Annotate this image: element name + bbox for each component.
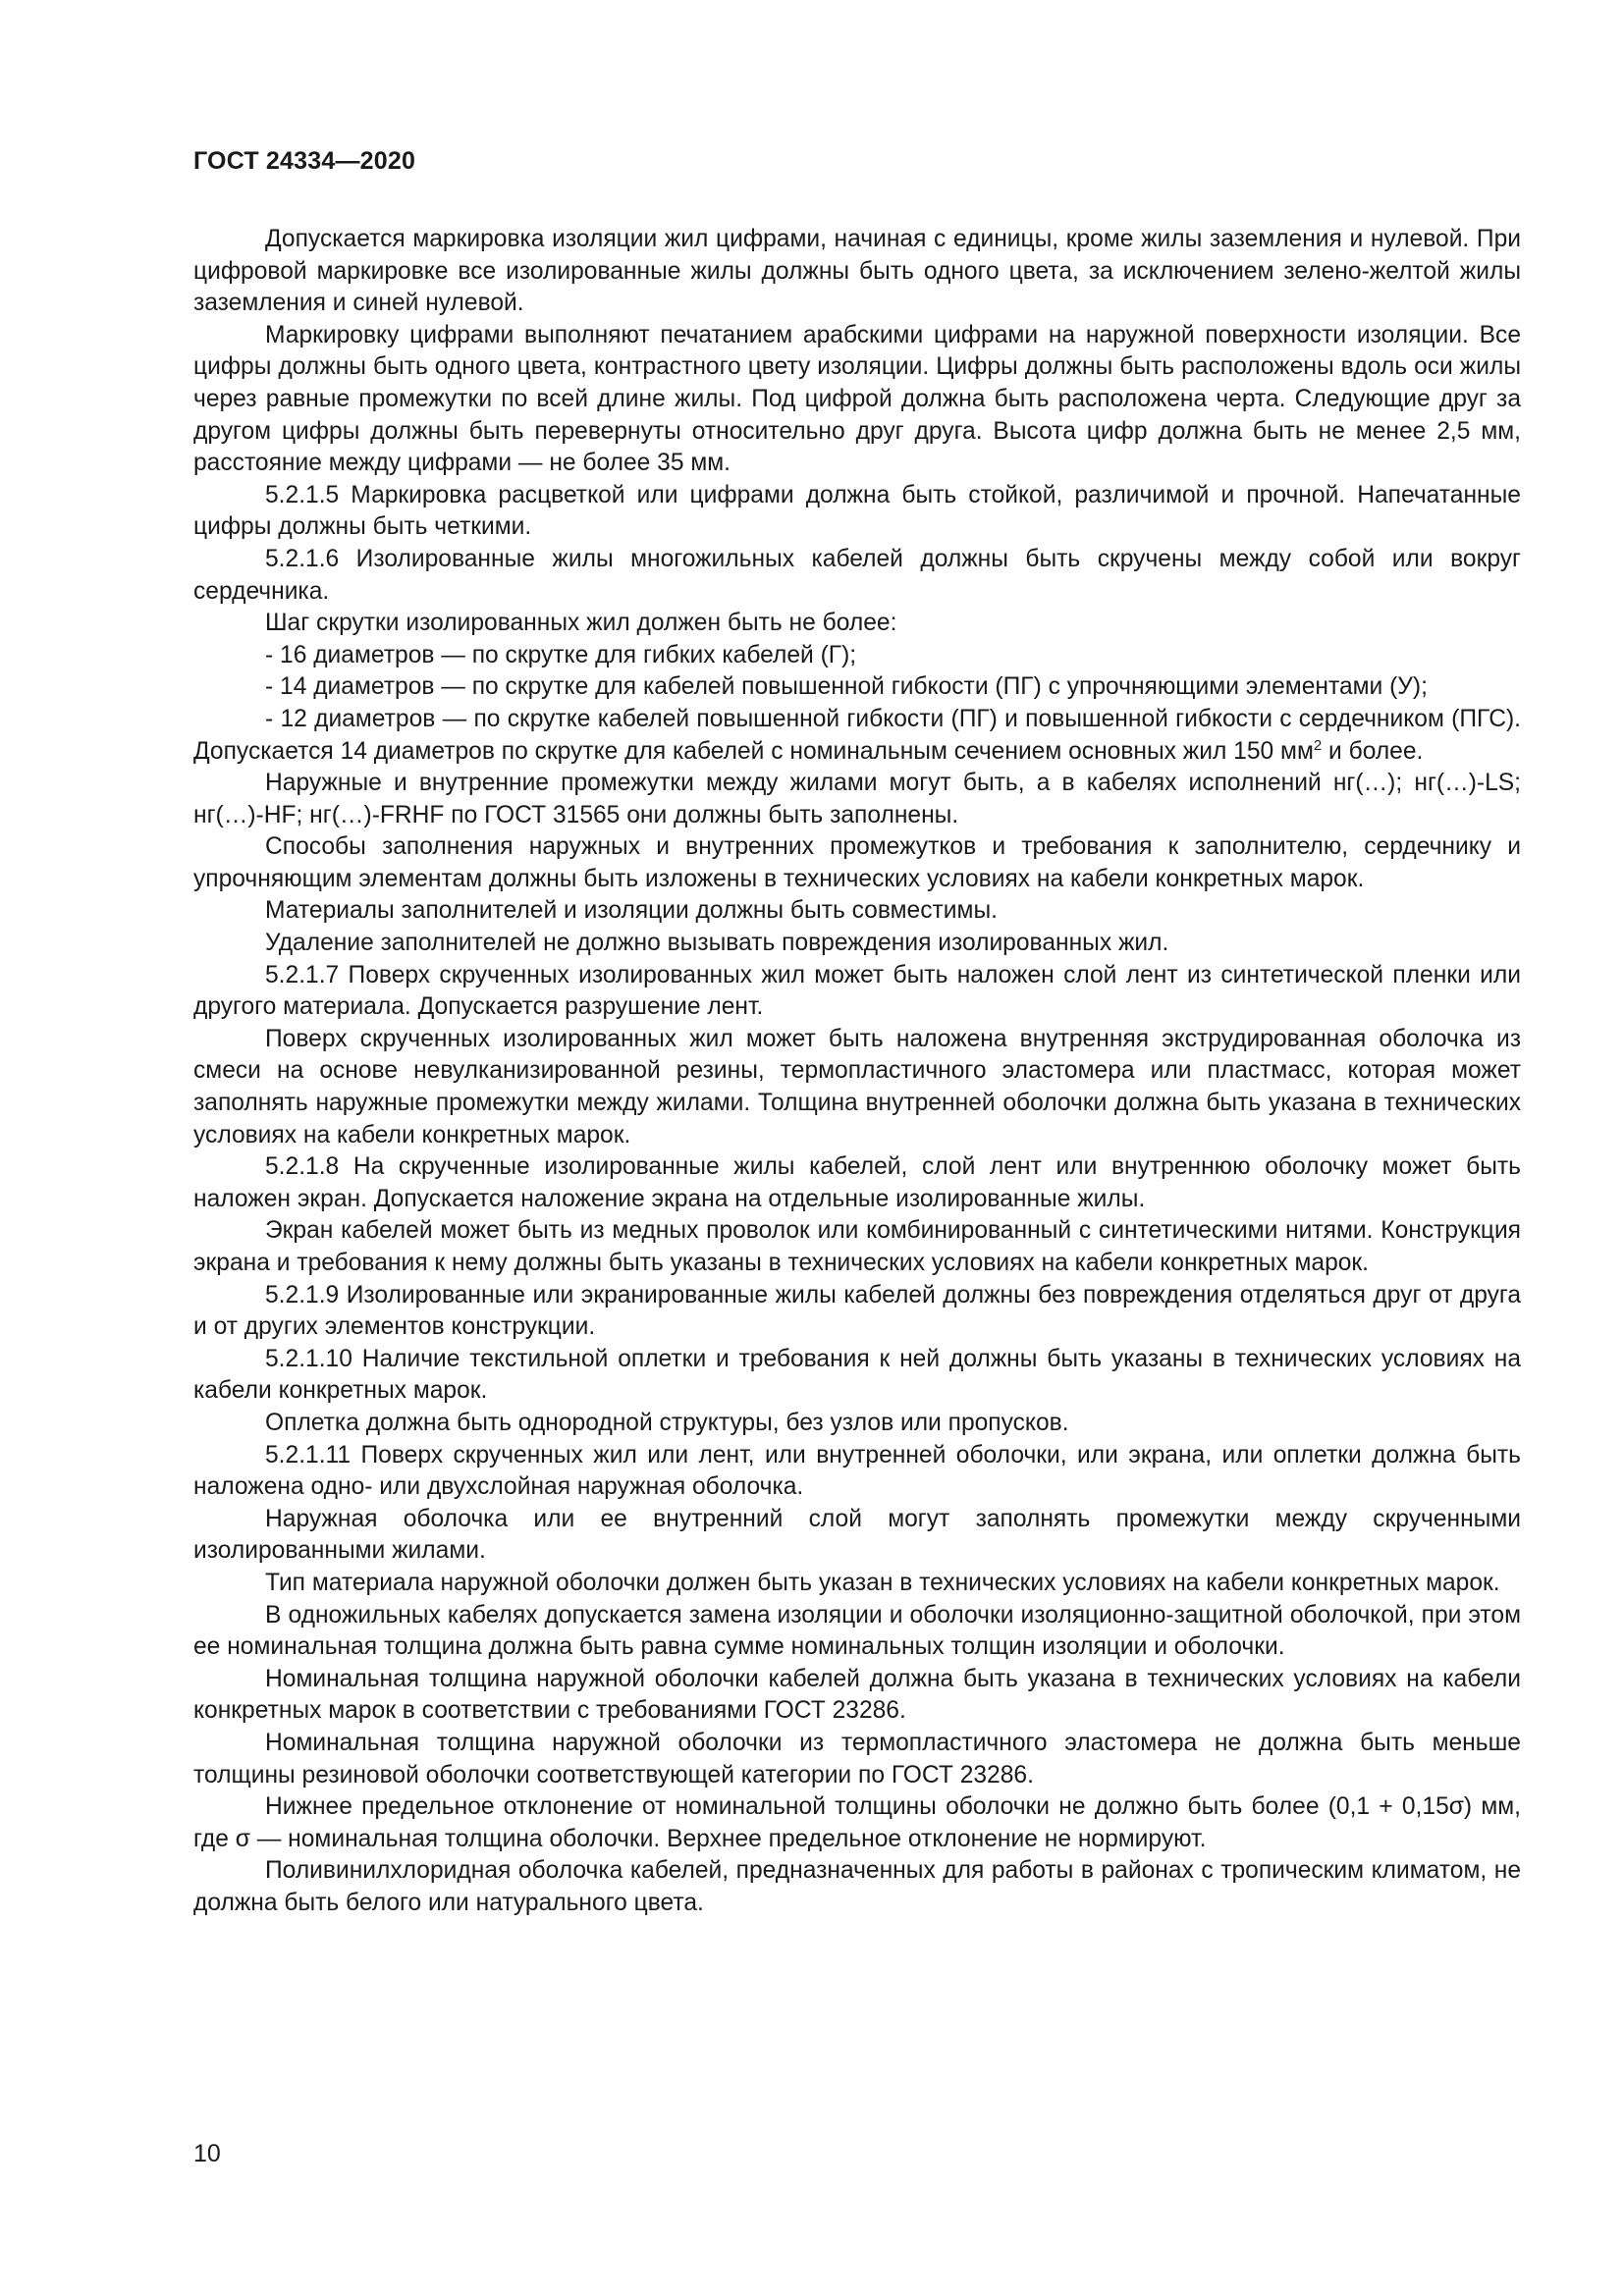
paragraph: Номинальная толщина наружной оболочки кабелей должна быть указана в технических условиях на кабели конкретных марок в соответствии с требованиями ГОСТ 23286.: [193, 1665, 1521, 1725]
paragraph-text: - 12 диаметров — по скрутке кабелей повышенной гибкости (ПГ) и повышенной гибкости с сердечником (ПГС). Допускается 14 диаметров по скрутке для кабелей с номинальным сечением основных жил 150 мм: [193, 705, 1521, 765]
paragraph: Шаг скрутки изолированных жил должен быть не более:: [265, 610, 897, 637]
paragraph: 5.2.1.11 Поверх скрученных жил или лент, или внутренней оболочки, или экрана, или оплетки должна быть наложена одно- или двухслойная наружная оболочка.: [193, 1441, 1521, 1501]
paragraph: [193, 704, 1521, 768]
paragraph: Нижнее предельное отклонение от номинальной толщины оболочки не должно быть более (0,1 + 0,15σ) мм, где σ — номинальная толщина оболочки. Верхнее предельное отклонение не нормируют.: [193, 1793, 1521, 1852]
paragraph: Способы заполнения наружных и внутренних промежутков и требования к заполнителю, сердечнику и упрочняющим элементам должны быть изложены в технических условиях на кабели конкретных марок.: [193, 833, 1521, 892]
paragraph: 5.2.1.9 Изолированные или экранированные жилы кабелей должны без повреждения отделяться друг от друга и от других элементов конструкции.: [193, 1281, 1521, 1341]
page-number: 10: [193, 2140, 221, 2167]
paragraph-suffix: и более.: [1322, 737, 1424, 765]
paragraph: Поливинилхлоридная оболочка кабелей, предназначенных для работы в районах с тропическим климатом, не должна быть белого или натурального цвета.: [193, 1857, 1521, 1916]
paragraph: Допускается маркировка изоляции жил цифрами, начиная с единицы, кроме жилы заземления и нулевой. При цифровой маркировке все изолированные жилы должны быть одного цвета, за исключением зелено-желтой жилы заземления и синей нулевой.: [193, 226, 1521, 317]
paragraph: Материалы заполнителей и изоляции должны быть совместимы.: [265, 897, 998, 925]
paragraph: Номинальная толщина наружной оболочки из термопластичного эластомера не должна быть меньше толщины резиновой оболочки соответствующей категории по ГОСТ 23286.: [193, 1729, 1521, 1789]
paragraph: Маркировку цифрами выполняют печатанием арабскими цифрами на наружной поверхности изоляции. Все цифры должны быть одного цвета, контрастного цвету изоляции. Цифры должны быть расположены вдоль оси жилы через равные промежутки по всей длине жилы. Под цифрой должна быть расположена черта. Следующие друг за другом цифры должны быть перевернуты относительно друг друга. Высота цифр должна быть не менее 2,5 мм, расстояние между цифрами — не более 35 мм.: [193, 321, 1521, 477]
paragraph: 5.2.1.5 Маркировка расцветкой или цифрами должна быть стойкой, различимой и прочной. Напечатанные цифры должны быть четкими.: [193, 481, 1521, 541]
paragraph: 5.2.1.10 Наличие текстильной оплетки и требования к ней должны быть указаны в технических условиях на кабели конкретных марок.: [193, 1345, 1521, 1405]
paragraph: 5.2.1.6 Изолированные жилы многожильных кабелей должны быть скручены между собой или вокруг сердечника.: [193, 545, 1521, 605]
paragraph: Экран кабелей может быть из медных проволок или комбинированный с синтетическими нитями. Конструкция экрана и требования к нему должны быть указаны в технических условиях на кабели конкретных марок.: [193, 1217, 1521, 1276]
paragraph: Тип материала наружной оболочки должен быть указан в технических условиях на кабели конкретных марок.: [265, 1569, 1500, 1596]
paragraph: В одножильных кабелях допускается замена изоляции и оболочки изоляционно-защитной оболочкой, при этом ее номинальная толщина должна быть равна сумме номинальных толщин изоляции и оболочки.: [193, 1601, 1521, 1661]
superscript: 2: [1313, 736, 1323, 754]
paragraph: Удаление заполнителей не должно вызывать повреждения изолированных жил.: [265, 930, 1169, 957]
paragraph: Оплетка должна быть однородной структуры, без узлов или пропусков.: [265, 1409, 1069, 1436]
paragraph: - 14 диаметров — по скрутке для кабелей повышенной гибкости (ПГ) с упрочняющими элементами (У);: [265, 673, 1428, 701]
paragraph: Поверх скрученных изолированных жил может быть наложена внутренняя экструдированная оболочка из смеси на основе невулканизированной резины, термопластичного эластомера или пластмасс, которая может заполнять наружные промежутки между жилами. Толщина внутренней оболочки должна быть указана в технических условиях на кабели конкретных марок.: [193, 1025, 1521, 1148]
paragraph: - 16 диаметров — по скрутке для гибких кабелей (Г);: [265, 641, 857, 668]
document-body: [193, 224, 1521, 1919]
paragraph: Наружная оболочка или ее внутренний слой могут заполнять промежутки между скрученными изолированными жилами.: [193, 1505, 1521, 1565]
paragraph: 5.2.1.7 Поверх скрученных изолированных жил может быть наложен слой лент из синтетической пленки или другого материала. Допускается разрушение лент.: [193, 961, 1521, 1021]
document-header: ГОСТ 24334—2020: [193, 147, 416, 175]
paragraph: 5.2.1.8 На скрученные изолированные жилы кабелей, слой лент или внутреннюю оболочку может быть наложен экран. Допускается наложение экрана на отдельные изолированные жилы.: [193, 1153, 1521, 1212]
paragraph: Наружные и внутренние промежутки между жилами могут быть, а в кабелях исполнений нг(…); нг(…)-LS; нг(…)-HF; нг(…)-FRHF по ГОСТ 31565 они должны быть заполнены.: [193, 770, 1521, 828]
